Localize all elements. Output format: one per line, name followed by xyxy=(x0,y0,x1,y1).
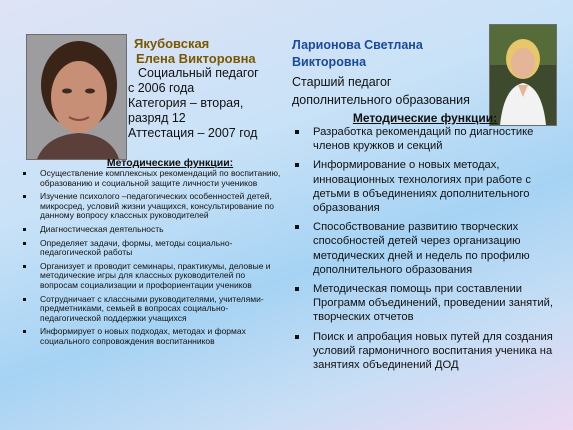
info-left-line: Категория – вторая, xyxy=(128,96,244,110)
info-right xyxy=(292,73,482,109)
info-left xyxy=(128,66,278,141)
name-left-line2: Елена Викторовна xyxy=(136,51,256,66)
list-item: Методическая помощь при составлении Программ объединений, проведении занятий, творческих отчетов xyxy=(290,282,565,325)
info-left-line: с 2006 года xyxy=(128,81,195,95)
info-left-line: Социальный педагог xyxy=(138,66,259,80)
list-item: Поиск и апробация новых путей для создания условий гармоничного воспитания ученика на занятиях объединений ДОД xyxy=(290,330,565,373)
info-right-line: дополнительного образования xyxy=(292,93,470,107)
list-item: Сотрудничает с классными руководителями, учителями-предметниками, семьей в вопросах социально-педагогической поддержки учащихся xyxy=(15,295,285,324)
list-item: Способствование развитию творческих способностей детей через организацию методических дней и недель по профилю дополнительного образования xyxy=(290,220,565,277)
list-item: Изучение психолого –педагогических особенностей детей, микросред, условий жизни учащихся, консультирование по данному вопросу классных руководителей xyxy=(15,192,285,221)
list-item: Разработка рекомендаций по диагностике членов кружков и секций xyxy=(290,125,565,153)
list-item: Организует и проводит семинары, практикумы, деловые и методические игры для классных руководителей по вопросам социализации и профориентации учеников xyxy=(15,262,285,291)
list-item: Определяет задачи, формы, методы социально-педагогической работы xyxy=(15,239,285,258)
info-right-line: Старший педагог xyxy=(292,75,392,89)
info-left-line: Аттестация – 2007 год xyxy=(128,126,258,140)
list-item: Осуществление комплексных рекомендаций по воспитанию, образованию и социальной защите личности учеников xyxy=(15,169,285,188)
list-item: Диагностическая деятельность xyxy=(15,225,285,235)
name-right-line2: Викторовна xyxy=(292,55,367,69)
info-left-line: разряд 12 xyxy=(128,111,186,125)
portrait-photo-left xyxy=(26,34,127,160)
list-item: Информирование о новых методах, инновационных технологиях при работе с детьми в объединениях дополнительного образования xyxy=(290,158,565,215)
functions-list-right xyxy=(290,125,565,377)
functions-heading-left: Методические функции: xyxy=(106,157,234,169)
functions-list-left xyxy=(15,169,285,351)
list-item: Информирует о новых подходах, методах и формах социального сопровождения воспитанников xyxy=(15,327,285,346)
name-right-line1: Ларионова Светлана xyxy=(292,38,423,52)
name-left-line1: Якубовская xyxy=(134,36,210,51)
name-left xyxy=(134,36,269,66)
portrait-image-right xyxy=(490,25,556,125)
portrait-image-left xyxy=(27,35,126,159)
functions-heading-right: Методические функции: xyxy=(352,111,498,125)
name-right xyxy=(292,37,492,71)
